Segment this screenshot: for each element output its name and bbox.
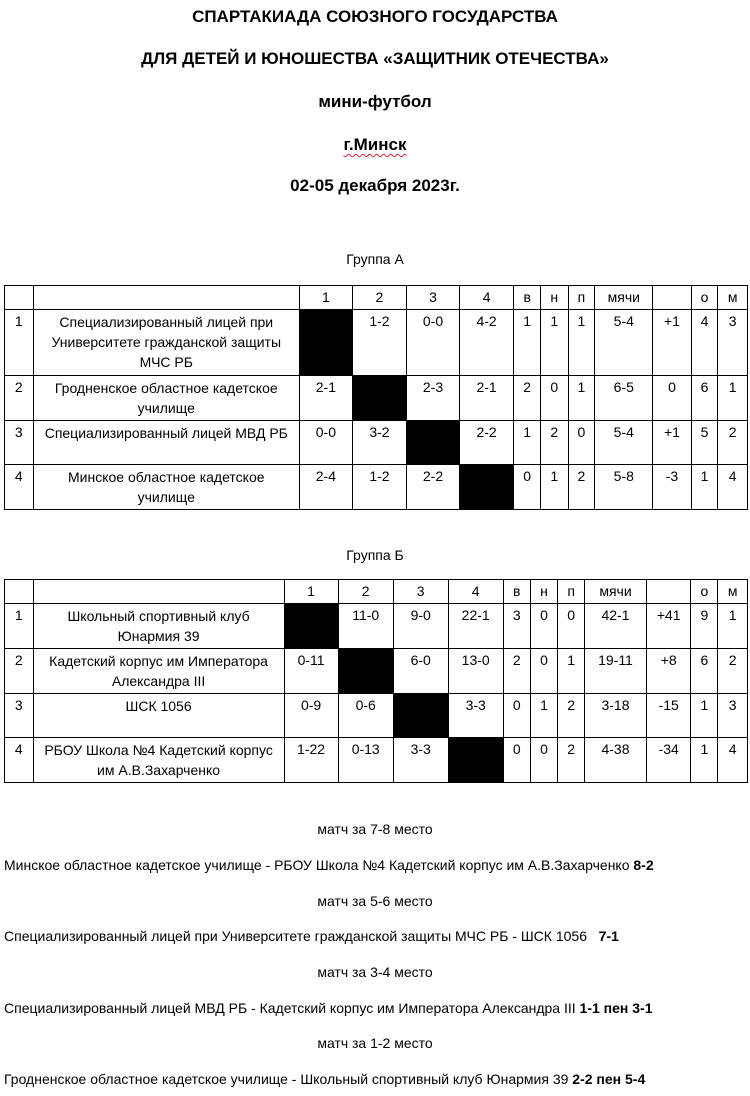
row-number: 1 bbox=[5, 310, 34, 376]
header-cell: 3 bbox=[407, 286, 460, 310]
result-cell: 4-2 bbox=[459, 310, 513, 376]
losses-cell: 0 bbox=[558, 604, 585, 649]
draws-cell: 1 bbox=[541, 310, 569, 376]
wins-cell: 0 bbox=[514, 465, 541, 510]
points-cell: 6 bbox=[691, 649, 718, 694]
place-cell: 2 bbox=[718, 649, 748, 694]
header-cell: н bbox=[541, 286, 569, 310]
header-cell bbox=[646, 580, 691, 604]
city-text: г.Минск bbox=[343, 135, 407, 154]
points-cell: 4 bbox=[691, 310, 718, 376]
goals-cell: 42-1 bbox=[585, 604, 647, 649]
result-cell: 2-1 bbox=[300, 376, 353, 421]
group-a-table bbox=[4, 285, 748, 510]
goal-diff-cell: -3 bbox=[653, 465, 691, 510]
row-number: 3 bbox=[5, 421, 34, 465]
draws-cell: 1 bbox=[541, 465, 569, 510]
header-row bbox=[5, 580, 748, 604]
team-name: Минское областное кадетское училище bbox=[33, 465, 300, 510]
header-cell: 4 bbox=[448, 580, 503, 604]
result-cell: 1-2 bbox=[352, 310, 406, 376]
team-name: Специализированный лицей МВД РБ bbox=[33, 421, 300, 465]
result-cell: 0-6 bbox=[338, 694, 393, 738]
result-cell: 2-2 bbox=[459, 421, 513, 465]
table-row bbox=[5, 310, 748, 376]
row-number: 4 bbox=[5, 738, 34, 783]
header-cell: о bbox=[691, 580, 718, 604]
place-cell: 1 bbox=[718, 604, 748, 649]
header-cell: п bbox=[568, 286, 595, 310]
place-cell: 4 bbox=[718, 465, 748, 510]
losses-cell: 2 bbox=[558, 694, 585, 738]
points-cell: 5 bbox=[691, 421, 718, 465]
draws-cell: 0 bbox=[530, 738, 558, 783]
place-cell: 4 bbox=[718, 738, 748, 783]
result-cell: 2-3 bbox=[407, 376, 460, 421]
place-cell: 1 bbox=[718, 376, 748, 421]
diagonal-cell bbox=[284, 604, 338, 649]
wins-cell: 0 bbox=[503, 738, 530, 783]
table-row bbox=[5, 694, 748, 738]
header-cell: о bbox=[691, 286, 718, 310]
final-7-8-text: Минское областное кадетское училище - РБОУ Школа №4 Кадетский корпус им А.В.Захарченко bbox=[4, 857, 630, 873]
final-1-2-score: 2-2 пен 5-4 bbox=[572, 1071, 646, 1087]
header-cell bbox=[653, 286, 691, 310]
wins-cell: 3 bbox=[503, 604, 530, 649]
goal-diff-cell: -34 bbox=[646, 738, 691, 783]
points-cell: 1 bbox=[691, 694, 718, 738]
table-row bbox=[5, 738, 748, 783]
goals-cell: 6-5 bbox=[595, 376, 653, 421]
goals-cell: 5-4 bbox=[595, 421, 653, 465]
losses-cell: 0 bbox=[568, 421, 595, 465]
result-cell: 0-11 bbox=[284, 649, 338, 694]
final-5-6-result bbox=[4, 928, 750, 944]
group-a-label: Группа А bbox=[346, 251, 404, 267]
result-cell: 6-0 bbox=[393, 649, 448, 694]
header-cell: мячи bbox=[585, 580, 647, 604]
wins-cell: 1 bbox=[514, 421, 541, 465]
goal-diff-cell: +8 bbox=[646, 649, 691, 694]
header-cell bbox=[5, 286, 34, 310]
table-row bbox=[5, 649, 748, 694]
final-7-8-score: 8-2 bbox=[633, 857, 654, 873]
diagonal-cell bbox=[448, 738, 503, 783]
goals-cell: 5-8 bbox=[595, 465, 653, 510]
result-cell: 13-0 bbox=[448, 649, 503, 694]
table-row bbox=[5, 376, 748, 421]
title-line-1: СПАРТАКИАДА СОЮЗНОГО ГОСУДАРСТВА bbox=[192, 7, 558, 26]
team-name: Школьный спортивный клуб Юнармия 39 bbox=[33, 604, 284, 649]
dates: 02-05 декабря 2023г. bbox=[290, 176, 460, 195]
losses-cell: 2 bbox=[568, 465, 595, 510]
result-cell: 0-0 bbox=[300, 421, 353, 465]
final-1-2-title: матч за 1-2 место bbox=[317, 1035, 433, 1051]
goals-cell: 3-18 bbox=[585, 694, 647, 738]
result-cell: 0-0 bbox=[407, 310, 460, 376]
losses-cell: 2 bbox=[558, 738, 585, 783]
final-5-6-title: матч за 5-6 место bbox=[317, 893, 433, 909]
goals-cell: 19-11 bbox=[585, 649, 647, 694]
header-cell bbox=[5, 580, 34, 604]
row-number: 1 bbox=[5, 604, 34, 649]
header-cell: в bbox=[514, 286, 541, 310]
group-b-label: Группа Б bbox=[346, 547, 404, 563]
final-5-6-text: Специализированный лицей при Университете гражданской защиты МЧС РБ - ШСК 1056 bbox=[4, 928, 587, 944]
draws-cell: 1 bbox=[530, 694, 558, 738]
goals-cell: 4-38 bbox=[585, 738, 647, 783]
final-3-4-result bbox=[4, 1000, 750, 1016]
header-cell: 1 bbox=[300, 286, 353, 310]
diagonal-cell bbox=[459, 465, 513, 510]
result-cell: 9-0 bbox=[393, 604, 448, 649]
diagonal-cell bbox=[300, 310, 353, 376]
row-number: 2 bbox=[5, 376, 34, 421]
result-cell: 3-3 bbox=[393, 738, 448, 783]
final-3-4-text: Специализированный лицей МВД РБ - Кадетский корпус им Императора Александра III bbox=[4, 1000, 576, 1016]
draws-cell: 0 bbox=[530, 649, 558, 694]
points-cell: 6 bbox=[691, 376, 718, 421]
result-cell: 11-0 bbox=[338, 604, 393, 649]
header-cell: мячи bbox=[595, 286, 653, 310]
diagonal-cell bbox=[407, 421, 460, 465]
header-cell: 2 bbox=[352, 286, 406, 310]
result-cell: 22-1 bbox=[448, 604, 503, 649]
result-cell: 1-2 bbox=[352, 465, 406, 510]
goal-diff-cell: 0 bbox=[653, 376, 691, 421]
city bbox=[0, 135, 750, 155]
header-cell: в bbox=[503, 580, 530, 604]
goal-diff-cell: -15 bbox=[646, 694, 691, 738]
wins-cell: 2 bbox=[514, 376, 541, 421]
place-cell: 3 bbox=[718, 310, 748, 376]
losses-cell: 1 bbox=[558, 649, 585, 694]
diagonal-cell bbox=[352, 376, 406, 421]
header-cell: 1 bbox=[284, 580, 338, 604]
result-cell: 0-13 bbox=[338, 738, 393, 783]
team-name: Гродненское областное кадетское училище bbox=[33, 376, 300, 421]
header-cell: м bbox=[718, 580, 748, 604]
goal-diff-cell: +1 bbox=[653, 310, 691, 376]
wins-cell: 2 bbox=[503, 649, 530, 694]
draws-cell: 0 bbox=[541, 376, 569, 421]
result-cell: 3-3 bbox=[448, 694, 503, 738]
result-cell: 0-9 bbox=[284, 694, 338, 738]
draws-cell: 0 bbox=[530, 604, 558, 649]
points-cell: 9 bbox=[691, 604, 718, 649]
losses-cell: 1 bbox=[568, 376, 595, 421]
wins-cell: 0 bbox=[503, 694, 530, 738]
team-name: Кадетский корпус им Императора Александра III bbox=[33, 649, 284, 694]
final-7-8-title: матч за 7-8 место bbox=[317, 821, 433, 837]
result-cell: 3-2 bbox=[352, 421, 406, 465]
header-cell: п bbox=[558, 580, 585, 604]
header-cell bbox=[33, 286, 300, 310]
draws-cell: 2 bbox=[541, 421, 569, 465]
final-7-8-result bbox=[4, 857, 750, 873]
team-name: РБОУ Школа №4 Кадетский корпус им А.В.Захарченко bbox=[33, 738, 284, 783]
wins-cell: 1 bbox=[514, 310, 541, 376]
place-cell: 2 bbox=[718, 421, 748, 465]
table-row bbox=[5, 465, 748, 510]
final-3-4-score: 1-1 пен 3-1 bbox=[579, 1000, 653, 1016]
team-name: Специализированный лицей при Университете гражданской защиты МЧС РБ bbox=[33, 310, 300, 376]
header-cell: м bbox=[718, 286, 748, 310]
header-cell: 2 bbox=[338, 580, 393, 604]
title-line-2: ДЛЯ ДЕТЕЙ И ЮНОШЕСТВА «ЗАЩИТНИК ОТЕЧЕСТВА» bbox=[141, 49, 609, 68]
final-3-4-title: матч за 3-4 место bbox=[317, 964, 433, 980]
result-cell: 2-2 bbox=[407, 465, 460, 510]
final-1-2-text: Гродненское областное кадетское училище - Школьный спортивный клуб Юнармия 39 bbox=[4, 1071, 569, 1087]
header-cell bbox=[33, 580, 284, 604]
final-5-6-score: 7-1 bbox=[598, 928, 619, 944]
row-number: 2 bbox=[5, 649, 34, 694]
table-row bbox=[5, 604, 748, 649]
header-cell: н bbox=[530, 580, 558, 604]
row-number: 3 bbox=[5, 694, 34, 738]
result-cell: 2-4 bbox=[300, 465, 353, 510]
place-cell: 3 bbox=[718, 694, 748, 738]
result-cell: 2-1 bbox=[459, 376, 513, 421]
team-name: ШСК 1056 bbox=[33, 694, 284, 738]
group-b-table bbox=[4, 579, 748, 783]
points-cell: 1 bbox=[691, 465, 718, 510]
goal-diff-cell: +1 bbox=[653, 421, 691, 465]
points-cell: 1 bbox=[691, 738, 718, 783]
diagonal-cell bbox=[338, 649, 393, 694]
header-cell: 3 bbox=[393, 580, 448, 604]
diagonal-cell bbox=[393, 694, 448, 738]
row-number: 4 bbox=[5, 465, 34, 510]
header-cell: 4 bbox=[459, 286, 513, 310]
header-row bbox=[5, 286, 748, 310]
final-1-2-result bbox=[4, 1071, 750, 1087]
table-row bbox=[5, 421, 748, 465]
losses-cell: 1 bbox=[568, 310, 595, 376]
result-cell: 1-22 bbox=[284, 738, 338, 783]
goal-diff-cell: +41 bbox=[646, 604, 691, 649]
goals-cell: 5-4 bbox=[595, 310, 653, 376]
sport-name: мини-футбол bbox=[318, 92, 432, 111]
